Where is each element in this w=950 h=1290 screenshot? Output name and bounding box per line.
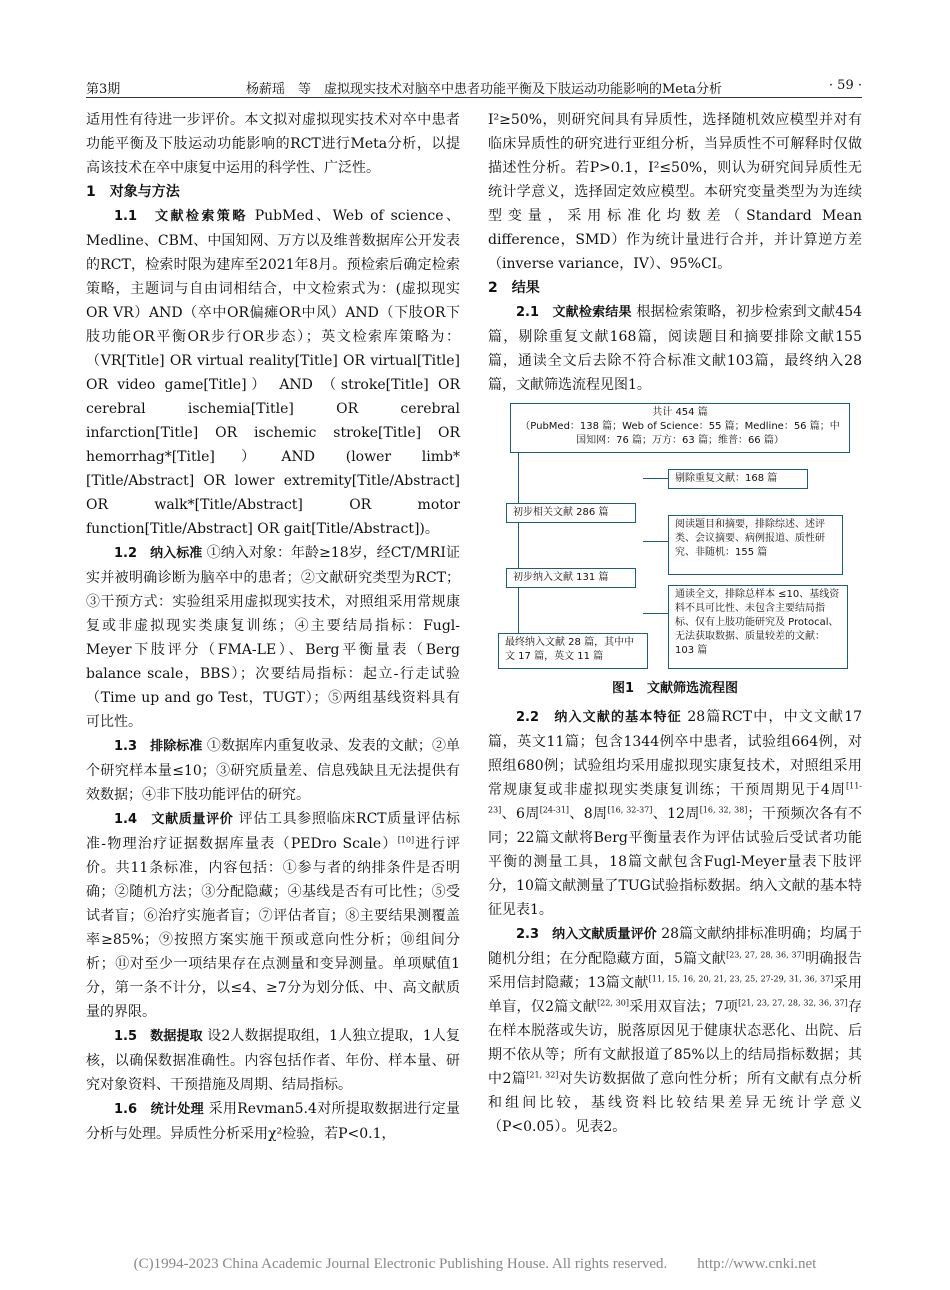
flow-diagram	[488, 403, 862, 673]
page-number: · 59 ·	[828, 78, 862, 93]
subheading: 1.3 排除标准	[114, 739, 203, 754]
flow-connector	[518, 523, 519, 568]
flow-box-fulltext-exclusion: 通读全文，排除总样本 ≤10、基线资料不具可比性、未包含主要结局指标、仅有上肢功能研究及 Protocal、无法获取数据、质量较差的文献：103 篇	[668, 585, 848, 669]
subheading: 2.2 纳入文献的基本特征	[516, 710, 682, 725]
subheading: 1.4 文献质量评价	[114, 812, 234, 827]
citation: [21, 23, 27, 28, 32, 36, 37]	[738, 998, 848, 1008]
citation: [24-31]	[539, 805, 570, 815]
figure-caption: 图1 文献筛选流程图	[611, 681, 739, 696]
running-title: 杨薪瑶 等 虚拟现实技术对脑卒中患者功能平衡及下肢运动功能影响的Meta分析	[246, 82, 722, 97]
paragraph-1-2: 1.2 纳入标准 ①纳入对象：年龄≥18岁，经CT/MRI证实并被明确诊断为脑卒中的患者；②文献研究类型为RCT；③干预方式：实验组采用虚拟现实技术，对照组采用常规康复或非虚拟现实类康复训练；④主要结局指标：Fugl-Meyer下肢评分（FMA-LE）、Berg平衡量表（Berg balance scale，BBS）；次要结局指标：起立-行走试验（Time up and go Test，TUGT）；⑤两组基线资料具有可比性。	[86, 545, 461, 730]
paragraph-1-4: 1.4 文献质量评价 评估工具参照临床RCT质量评估标准-物理治疗证据数据库量表（PEDro Scale）[10]进行评价。共11条标准，内容包括：①参与者的纳排条件是否明确；②随机方法；③分配隐藏；④基线是否有可比性；⑤受试者盲；⑥治疗实施者盲；⑦评估者盲；⑧主要结果测覆盖率≥85%；⑨按照方案实施干预或意向性分析；⑩组间分析；⑪对至少一项结果存在点测量和变异测量。单项赋值1分，第一条不计分，以≤4、≥7分为划分低、中、高文献质量的界限。	[86, 811, 461, 1020]
flow-connector	[643, 541, 668, 542]
intro-paragraph: 适用性有待进一步评价。本文拟对虚拟现实技术对卒中患者功能平衡及下肢运动功能影响的RCT进行Meta分析，以提高该技术在卒中康复中运用的科学性、广泛性。	[86, 112, 460, 176]
paragraph-2-1: 2.1 文献检索结果 根据检索策略，初步检索到文献454篇，剔除重复文献168篇，阅读题目和摘要排除文献155篇，通读全文后去除不符合标准文献103篇，最终纳入28篇，文献筛选流程见图1。	[488, 304, 863, 393]
flow-box-initial-included: 初步纳入文献 131 篇	[506, 568, 636, 588]
issue-number: 第3期	[86, 82, 121, 97]
section-heading-results: 2 结果	[488, 280, 540, 296]
subheading: 2.1 文献检索结果	[516, 305, 632, 320]
right-column	[488, 108, 862, 1139]
flow-box-title-abstract-exclusion: 阅读题目和摘要，排除综述、述评类、会议摘要、病例报道、质性研究、非随机：155 篇	[668, 515, 843, 575]
paragraph-continued: I²≥50%，则研究间具有异质性，选择随机效应模型并对有临床异质性的研究进行亚组分析，当异质性不可解释时仅做描述性分析。若P>0.1，I²≤50%，则认为研究间异质性无统计学意义，选择固定效应模型。本研究变量类型为为连续型变量，采用标准化均数差（Standard Mean difference，SMD）作为统计量进行合并，并计算逆方差（inverse variance，IV）、95%CI。	[488, 112, 862, 272]
subheading: 1.1 文献检索策略	[114, 209, 248, 224]
flow-connector	[643, 613, 668, 614]
flow-connector	[518, 588, 519, 633]
paragraph-1-1: 1.1 文献检索策略 PubMed、Web of science、Medline、CBM、中国知网、万方以及维普数据库公开发表的RCT，检索时限为建库至2021年8月。预检索后确定检索策略，主题词与自由词相结合，中文检索式为：(虚拟现实 OR VR）AND（卒中OR偏瘫OR中风）AND（下肢OR下肢功能OR平衡OR步行OR步态）；英文检索库策略为：（VR[Title] OR virtual reality[Title] OR virtual[Title] OR video game[Title]） AND （stroke[Title] OR cerebral ischemia[Title] OR cerebral infarction[Title] OR ischemic stroke[Title] OR hemorrhag*[Title]）AND (lower limb*[Title/Abstract] OR lower extremity[Title/Abstract] OR walk*[Title/Abstract] OR motor function[Title/Abstract] OR gait[Title/Abstract])。	[86, 208, 461, 537]
citation: [11, 15, 16, 20, 21, 23, 25, 27-29, 31, 36, 37]	[648, 974, 834, 984]
citation: [21, 32]	[526, 1070, 559, 1080]
citation: [16, 32-37]	[607, 805, 653, 815]
subheading: 1.5 数据提取	[114, 1029, 203, 1044]
section-heading-methods: 1 对象与方法	[86, 184, 180, 200]
subheading: 2.3 纳入文献质量评价	[516, 927, 657, 942]
paragraph-2-3: 2.3 纳入文献质量评价 28篇文献纳排标准明确；均属于随机分组；在分配隐藏方面，5篇文献[23, 27, 28, 36, 37]明确报告采用信封隐藏；13篇文献[11, 15, 16, 20, 21, 23, 25, 27-29, 31, 36, 37]采用单盲，仅2篇文献[22, 30]采用双盲法；7项[21, 23, 27, 28, 32, 36, 37]存在样本脱落或失访，脱落原因见于健康状态恶化、出院、后期不依从等；所有文献报道了85%以上的结局指标数据；其中2篇[21, 32]对失访数据做了意向性分析；所有文献有点分析和组间比较，基线资料比较结果差异无统计学意义（P<0.05）。见表2。	[488, 926, 863, 1135]
paragraph-1-6: 1.6 统计处理 采用Revman5.4对所提取数据进行定量分析与处理。异质性分析采用χ²检验，若P<0.1，	[86, 1101, 460, 1142]
flow-box-total: 共计 454 篇 （PubMed：138 篇；Web of Science：55 篇；Medline：56 篇；中国知网：76 篇；万方：63 篇；维普：66 篇）	[510, 403, 850, 453]
copyright-footer: (C)1994-2023 China Academic Journal Electronic Publishing House. All rights reserved. http://www.cnki.net	[133, 1256, 817, 1272]
left-column	[86, 108, 460, 1146]
citation: [11-23]	[488, 781, 862, 815]
citation: [16, 32, 38]	[699, 805, 748, 815]
citation: [10]	[397, 835, 415, 845]
subheading: 1.6 统计处理	[114, 1102, 204, 1117]
paragraph-2-2: 2.2 纳入文献的基本特征 28篇RCT中，中文文献17篇，英文11篇；包含1344例卒中患者，试验组664例，对照组680例；试验组均采用虚拟现实康复技术，对照组采用常规康复或非虚拟现实类康复训练；干预周期见于4周[11-23]、6周[24-31]、8周[16, 32-37]、12周[16, 32, 38]；干预频次各有不同；22篇文献将Berg平衡量表作为评估试验后受试者功能平衡的测量工具，18篇文献包含Fugl-Meyer量表下肢评分，10篇文献测量了TUG试验指标数据。纳入文献的基本特征见表1。	[488, 709, 863, 918]
subheading: 1.2 纳入标准	[114, 546, 203, 561]
flow-box-initial-relevant: 初步相关文献 286 篇	[506, 503, 636, 523]
paragraph-1-3: 1.3 排除标准 ①数据库内重复收录、发表的文献；②单个研究样本量≤10；③研究质量差、信息残缺且无法提供有效数据；④非下肢功能评估的研究。	[86, 738, 461, 803]
citation: [23, 27, 28, 36, 37]	[726, 950, 805, 960]
flow-box-final-included: 最终纳入文献 28 篇，其中中文 17 篇，英文 11 篇	[498, 633, 648, 669]
citation: [22, 30]	[597, 998, 630, 1008]
header-rule	[86, 97, 862, 98]
running-header	[86, 76, 862, 98]
paragraph-1-5: 1.5 数据提取 设2人数据提取组，1人独立提取，1人复核，以确保数据准确性。内容包括作者、年份、样本量、研究对象资料、干预措施及周期、结局指标。	[86, 1028, 460, 1093]
flow-box-duplicates: 剔除重复文献：168 篇	[668, 469, 808, 489]
flow-connector	[643, 478, 668, 479]
